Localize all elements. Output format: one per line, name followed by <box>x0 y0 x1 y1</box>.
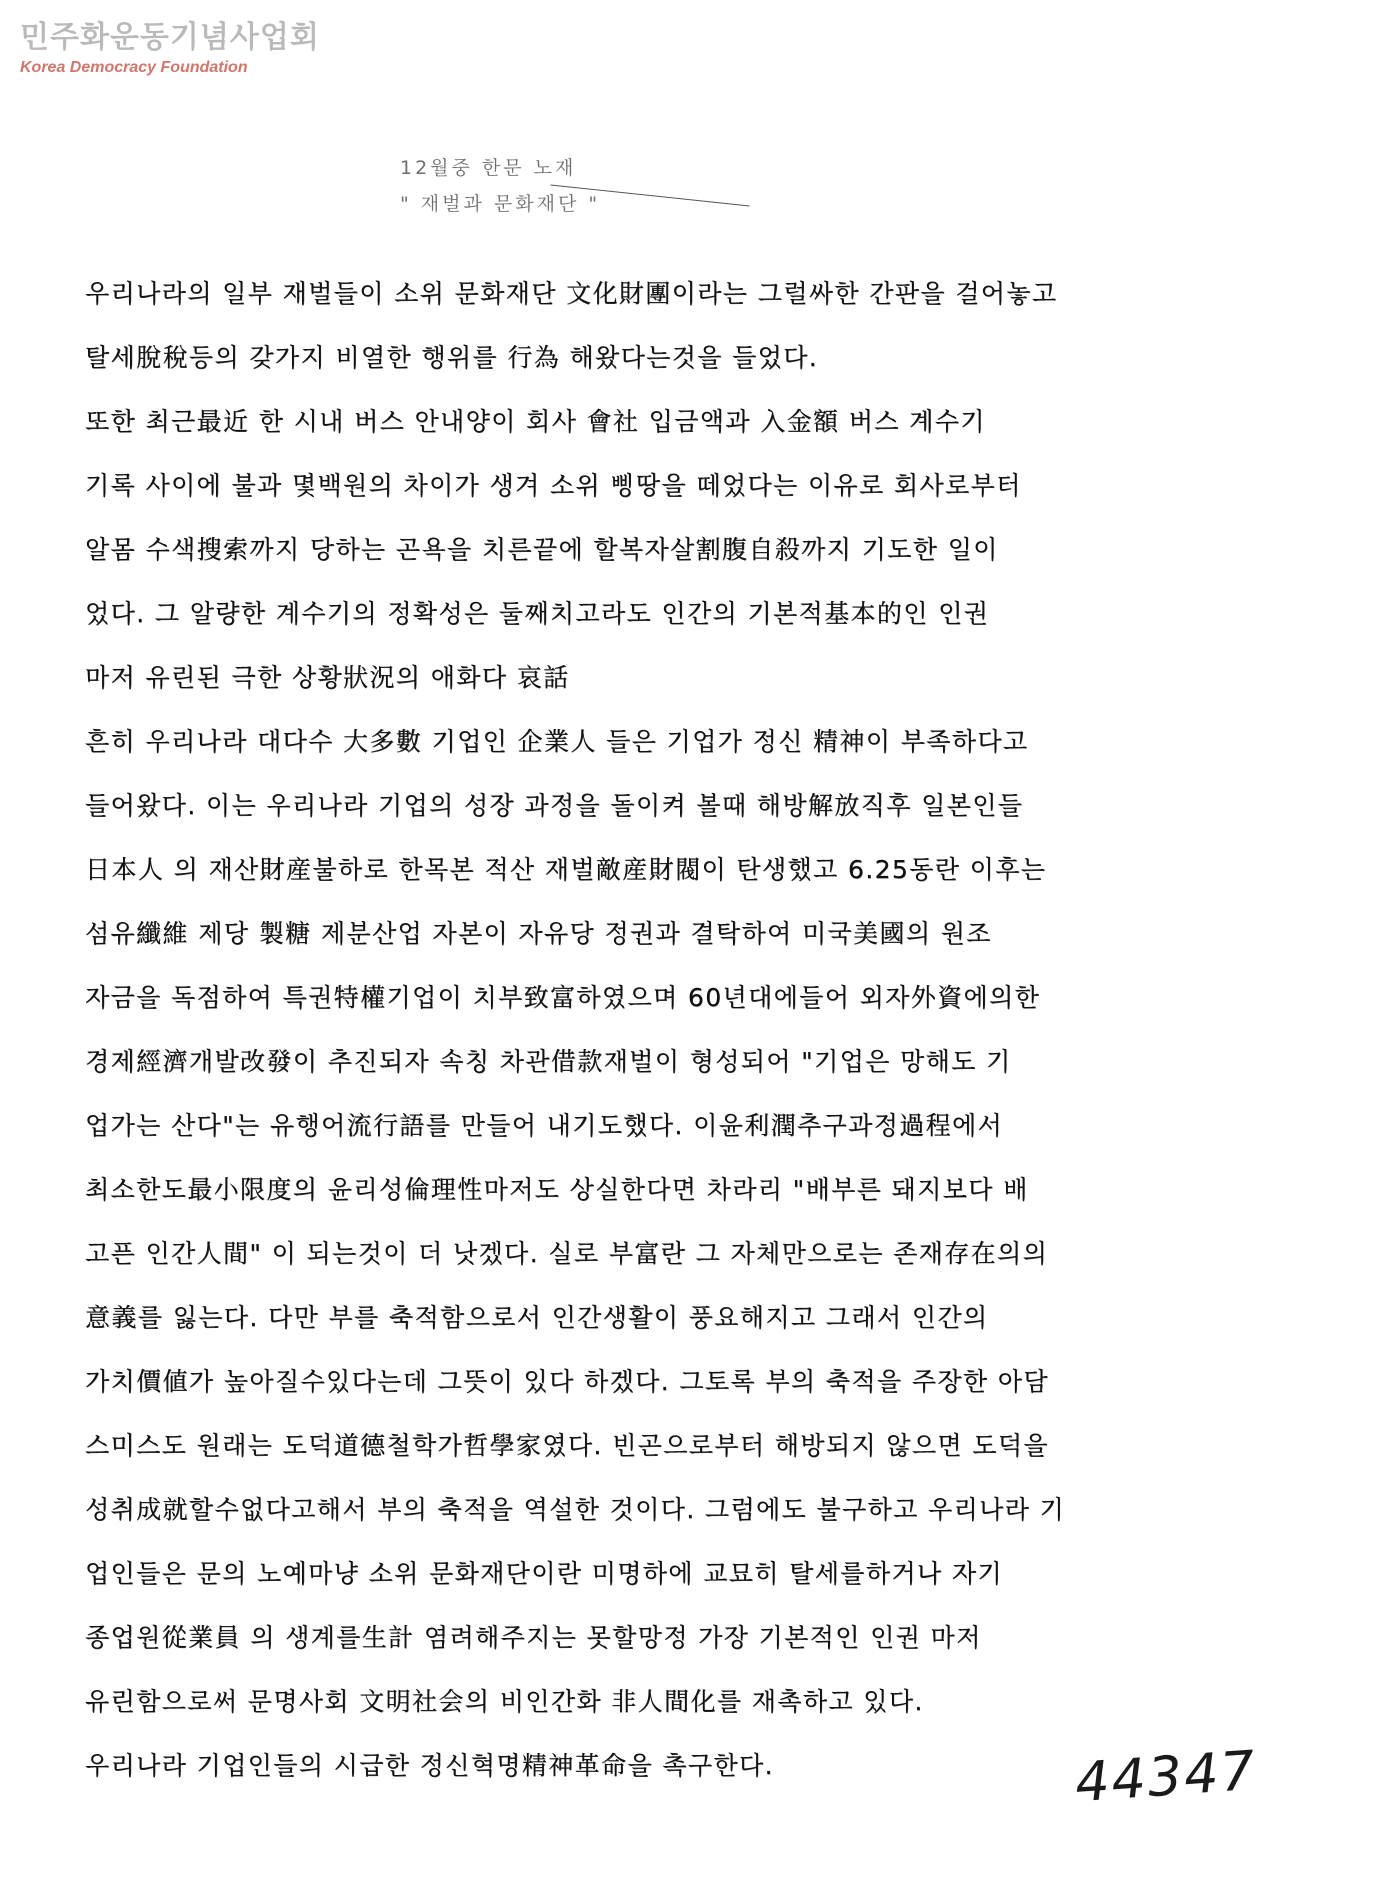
body-line: 고픈 인간人間" 이 되는것이 더 낫겠다. 실로 부富란 그 자체만으로는 존재存在의의 <box>85 1239 1049 1268</box>
body-line: 日本人 의 재산財産불하로 한목본 적산 재벌敵産財閥이 탄생했고 6.25동란 이후는 <box>85 855 1047 884</box>
body-line: 경제經濟개발改發이 추진되자 속칭 차관借款재벌이 형성되어 "기업은 망해도 기 <box>85 1047 1012 1076</box>
body-line: 었다. 그 알량한 계수기의 정확성은 둘째치고라도 인간의 기본적基本的인 인권 <box>85 599 990 628</box>
body-line: 업가는 산다"는 유행어流行語를 만들어 내기도했다. 이윤利潤추구과정過程에서 <box>85 1111 1004 1140</box>
body-line: 알몸 수색搜索까지 당하는 곤욕을 치른끝에 할복자살割腹自殺까지 기도한 일이 <box>85 535 999 564</box>
body-line: 意義를 잃는다. 다만 부를 축적함으로서 인간생활이 풍요해지고 그래서 인간의 <box>85 1303 989 1332</box>
watermark-korean: 민주화운동기념사업회 <box>20 20 320 55</box>
body-line: 성취成就할수없다고해서 부의 축적을 역설한 것이다. 그럼에도 불구하고 우리나라 기 <box>85 1495 1066 1524</box>
body-line: 또한 최근最近 한 시내 버스 안내양이 회사 會社 입금액과 入金額 버스 계수기 <box>85 407 986 436</box>
body-line: 업인들은 문의 노예마냥 소위 문화재단이란 미명하에 교묘히 탈세를하거나 자기 <box>85 1559 1003 1588</box>
body-line: 마저 유린된 극한 상황狀況의 애화다 哀話 <box>85 663 570 692</box>
body-line: 기록 사이에 불과 몇백원의 차이가 생겨 소위 삥땅을 떼었다는 이유로 회사로부터 <box>85 471 1022 500</box>
handwritten-body <box>85 262 1310 1798</box>
body-line: 우리나라의 일부 재벌들이 소위 문화재단 文化財團이라는 그럴싸한 간판을 걸어놓고 <box>85 279 1058 308</box>
body-line: 탈세脫稅등의 갖가지 비열한 행위를 行為 해왔다는것을 들었다. <box>85 343 819 372</box>
heading-line-2: " 재벌과 문화재단 " <box>400 193 601 215</box>
body-line: 스미스도 원래는 도덕道德철학가哲學家였다. 빈곤으로부터 해방되지 않으면 도덕을 <box>85 1431 1049 1460</box>
document-heading <box>400 150 760 222</box>
body-line: 섬유纖維 제당 製糖 제분산업 자본이 자유당 정권과 결탁하여 미국美國의 원조 <box>85 919 992 948</box>
heading-line-1: 12월중 한문 노재 <box>400 157 577 179</box>
watermark-english: Korea Democracy Foundation <box>20 59 248 76</box>
body-line: 흔히 우리나라 대다수 大多數 기업인 企業人 들은 기업가 정신 精神이 부족하다고 <box>85 727 1029 756</box>
body-line: 종업원從業員 의 생계를生計 염려해주지는 못할망정 가장 기본적인 인권 마저 <box>85 1623 982 1652</box>
body-line: 유린함으로써 문명사회 文明社会의 비인간화 非人間化를 재촉하고 있다. <box>85 1687 924 1716</box>
body-line: 최소한도最小限度의 윤리성倫理性마저도 상실한다면 차라리 "배부른 돼지보다 배 <box>85 1175 1029 1204</box>
body-line: 가치價値가 높아질수있다는데 그뜻이 있다 하겠다. 그토록 부의 축적을 주장한 아담 <box>85 1367 1049 1396</box>
watermark-logo <box>20 20 320 78</box>
body-line: 들어왔다. 이는 우리나라 기업의 성장 과정을 돌이켜 볼때 해방解放직후 일본인들 <box>85 791 1024 820</box>
archive-number: 44347 <box>1073 1738 1259 1815</box>
body-line: 우리나라 기업인들의 시급한 정신혁명精神革命을 촉구한다. <box>85 1751 774 1780</box>
body-line: 자금을 독점하여 특권特權기업이 치부致富하였으며 60년대에들어 외자外資에의한 <box>85 983 1041 1012</box>
